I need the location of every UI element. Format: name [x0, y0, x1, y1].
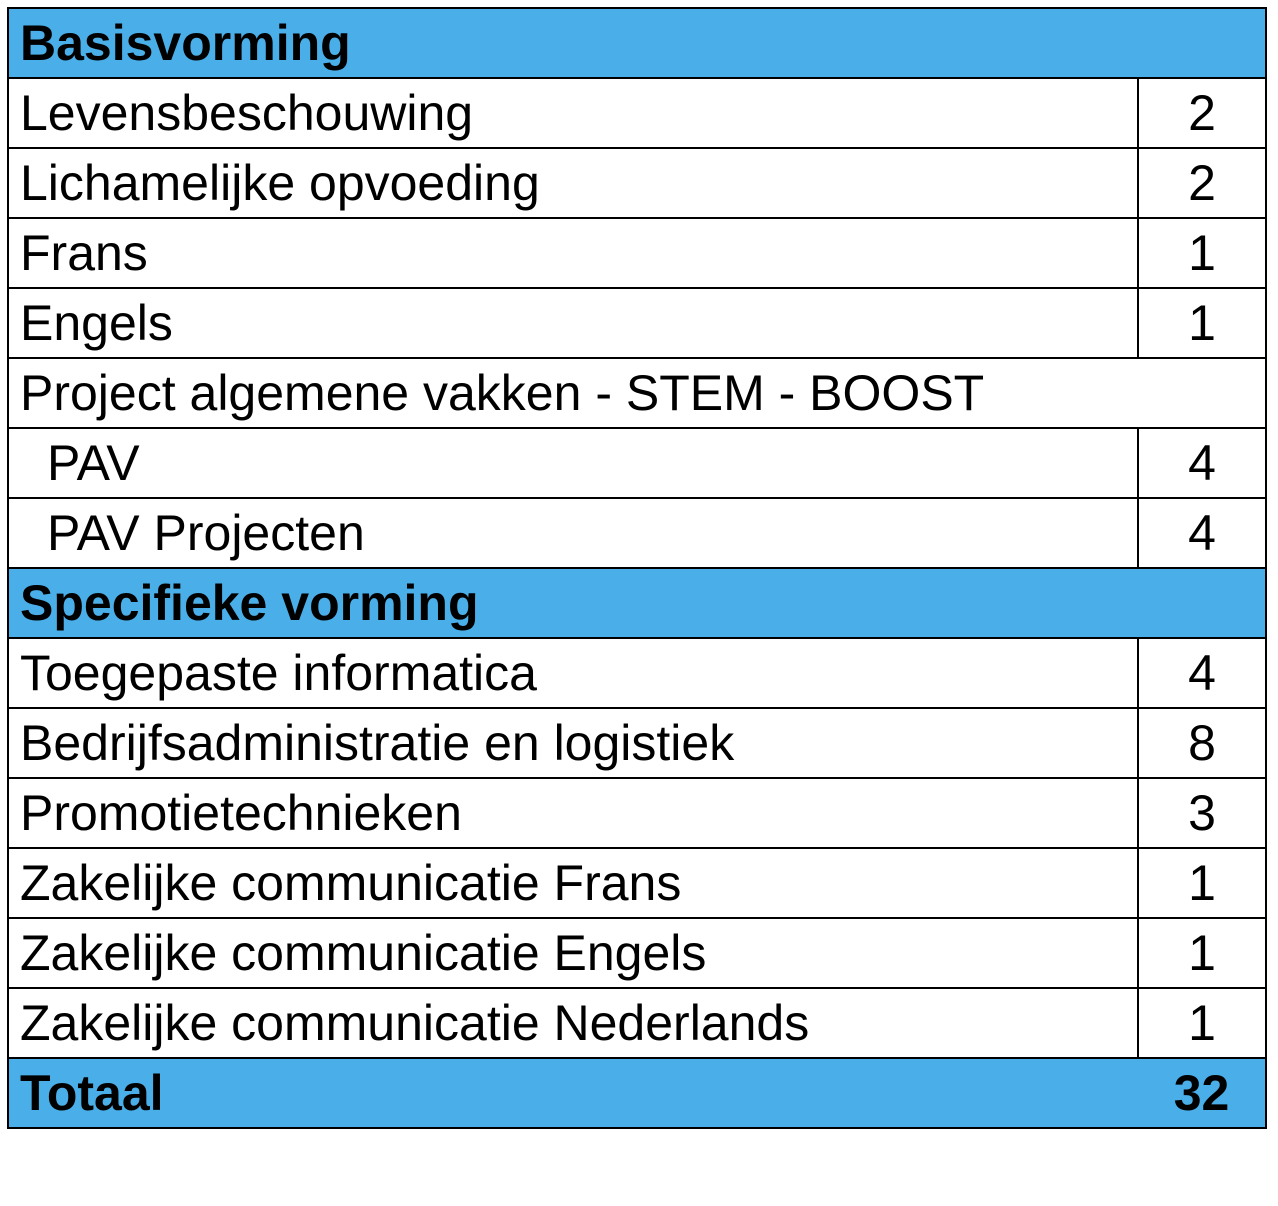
subject-hours: 1 [1138, 848, 1266, 918]
subject-hours: 4 [1138, 498, 1266, 568]
subject-name: Promotietechnieken [8, 778, 1138, 848]
curriculum-table [7, 7, 1267, 1129]
subject-hours: 4 [1138, 428, 1266, 498]
subject-name: Frans [8, 218, 1138, 288]
subject-hours: 4 [1138, 638, 1266, 708]
total-hours: 32 [1138, 1058, 1266, 1128]
subject-name: Bedrijfsadministratie en logistiek [8, 708, 1138, 778]
subject-name: Zakelijke communicatie Frans [8, 848, 1138, 918]
subject-hours: 2 [1138, 78, 1266, 148]
table-row [8, 848, 1266, 918]
section-title: Specifieke vorming [8, 568, 1266, 638]
project-group-title: Project algemene vakken - STEM - BOOST [8, 358, 1266, 428]
section-header-basisvorming [8, 8, 1266, 78]
subject-name: Levensbeschouwing [8, 78, 1138, 148]
subject-hours: 3 [1138, 778, 1266, 848]
table-row [8, 288, 1266, 358]
subject-hours: 1 [1138, 988, 1266, 1058]
subject-name: PAV [8, 428, 1138, 498]
total-label: Totaal [8, 1058, 1138, 1128]
subject-name: Zakelijke communicatie Nederlands [8, 988, 1138, 1058]
table-row [8, 708, 1266, 778]
project-group-row [8, 358, 1266, 428]
subject-hours: 1 [1138, 218, 1266, 288]
table-row [8, 78, 1266, 148]
table-row [8, 148, 1266, 218]
table-row [8, 778, 1266, 848]
table-row [8, 218, 1266, 288]
subject-name: Lichamelijke opvoeding [8, 148, 1138, 218]
subject-name: Zakelijke communicatie Engels [8, 918, 1138, 988]
subject-hours: 1 [1138, 288, 1266, 358]
section-title: Basisvorming [8, 8, 1266, 78]
subject-name: PAV Projecten [8, 498, 1138, 568]
subject-name: Toegepaste informatica [8, 638, 1138, 708]
section-header-specifieke-vorming [8, 568, 1266, 638]
table-row [8, 638, 1266, 708]
subject-hours: 2 [1138, 148, 1266, 218]
subject-hours: 1 [1138, 918, 1266, 988]
subject-name: Engels [8, 288, 1138, 358]
table-row [8, 988, 1266, 1058]
subject-hours: 8 [1138, 708, 1266, 778]
table-row [8, 428, 1266, 498]
table-row [8, 918, 1266, 988]
total-row [8, 1058, 1266, 1128]
table-row [8, 498, 1266, 568]
